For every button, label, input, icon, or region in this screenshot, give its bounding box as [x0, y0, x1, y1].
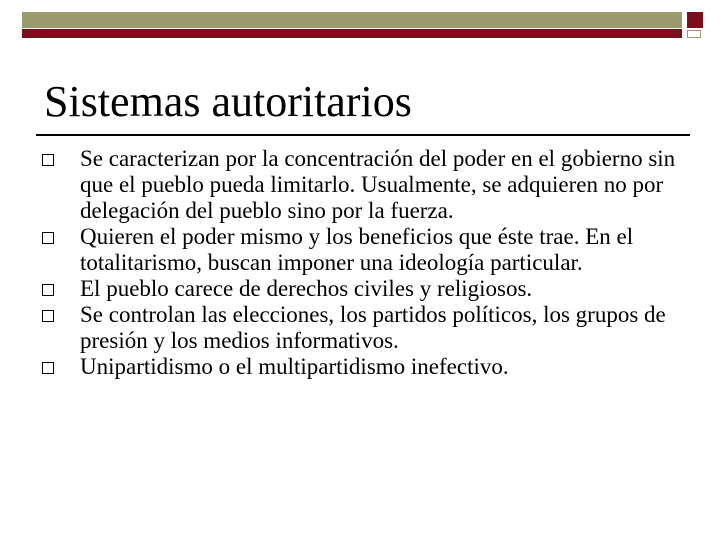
- bullet-list: [40, 146, 690, 380]
- list-item: [40, 224, 690, 276]
- slide-title: Sistemas autoritarios: [44, 77, 412, 126]
- header-maroon-band: [22, 29, 682, 38]
- header-olive-band: [22, 12, 682, 28]
- list-item: [40, 146, 690, 224]
- bullet-text: Se controlan las elecciones, los partidos políticos, los grupos de presión y los medios informativos.: [80, 302, 666, 353]
- header-maroon-square: [687, 12, 703, 28]
- list-item: [40, 276, 690, 302]
- header-outline-square: [687, 30, 701, 38]
- bullet-text: Se caracterizan por la concentración del poder en el gobierno sin que el pueblo pueda limitarlo. Usualmente, se adquieren no por delegación del pueblo sino por la fuerza.: [80, 146, 676, 223]
- hollow-square-bullet-icon: [42, 362, 54, 374]
- title-divider: [36, 134, 690, 136]
- bullet-text: Quieren el poder mismo y los beneficios que éste trae. En el totalitarismo, buscan imponer una ideología particular.: [80, 224, 634, 275]
- list-item: [40, 302, 690, 354]
- bullet-text: El pueblo carece de derechos civiles y religiosos.: [80, 276, 533, 301]
- hollow-square-bullet-icon: [42, 310, 54, 322]
- hollow-square-bullet-icon: [42, 154, 54, 166]
- hollow-square-bullet-icon: [42, 232, 54, 244]
- bullet-text: Unipartidismo o el multipartidismo inefectivo.: [80, 354, 509, 379]
- hollow-square-bullet-icon: [42, 284, 54, 296]
- list-item: [40, 354, 690, 380]
